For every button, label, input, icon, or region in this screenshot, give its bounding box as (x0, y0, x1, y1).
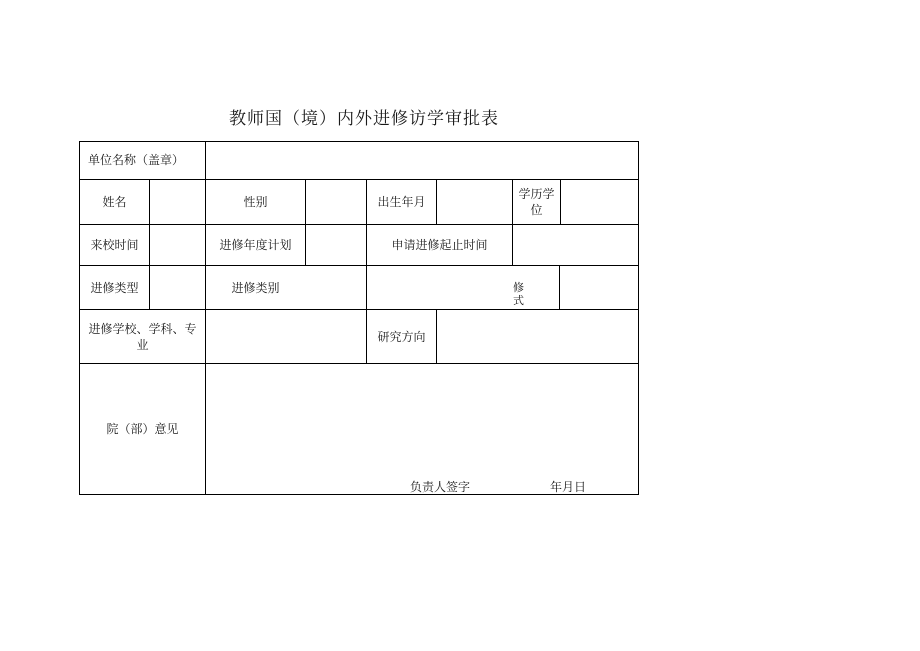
name-field[interactable] (150, 180, 205, 224)
unit-name-field[interactable] (206, 142, 638, 179)
annual-plan-label: 进修年度计划 (219, 238, 292, 252)
degree-label-line1: 学历学 (518, 187, 555, 201)
name-label: 姓名 (102, 195, 127, 209)
degree-label-line2: 位 (530, 203, 543, 217)
degree-field[interactable] (561, 180, 638, 224)
research-label: 研究方向 (377, 329, 426, 344)
birth-field[interactable] (437, 180, 512, 224)
study-mode-field[interactable] (560, 266, 638, 309)
study-mode-label-line1: 修 (513, 281, 524, 294)
study-period-field[interactable] (513, 225, 638, 265)
form-border-right (638, 141, 639, 495)
gender-field[interactable] (306, 180, 366, 224)
school-subject-label (80, 310, 205, 363)
arrival-field[interactable] (150, 225, 205, 265)
study-mode-label-line2: 式 (513, 294, 524, 307)
arrival-label: 来校时间 (90, 238, 139, 252)
birth-label: 出生年月 (377, 195, 426, 209)
signature-label: 负责人签字 (410, 480, 471, 494)
study-period-label: 申请进修起止时间 (391, 238, 488, 252)
research-field[interactable] (437, 310, 638, 363)
study-mode-label (513, 271, 527, 307)
school-subject-label-line2: 业 (136, 337, 149, 352)
study-category-label: 进修类别 (231, 280, 280, 295)
degree-label (513, 180, 560, 224)
study-type-field[interactable] (150, 266, 205, 309)
dept-opinion-label: 院（部）意见 (106, 422, 179, 436)
page-title: 教师国（境）内外进修访学审批表 (229, 109, 499, 129)
annual-plan-field[interactable] (306, 225, 366, 265)
study-type-label: 进修类型 (90, 280, 139, 295)
unit-name-label: 单位名称（盖章） (88, 153, 185, 167)
school-subject-label-line1: 进修学校、学科、专 (88, 321, 197, 336)
gender-label: 性别 (243, 195, 268, 209)
study-category-field[interactable] (306, 266, 512, 309)
approval-form (79, 141, 639, 495)
school-subject-field[interactable] (206, 310, 366, 363)
dept-opinion-field[interactable] (206, 364, 638, 474)
date-label: 年月日 (550, 480, 587, 494)
